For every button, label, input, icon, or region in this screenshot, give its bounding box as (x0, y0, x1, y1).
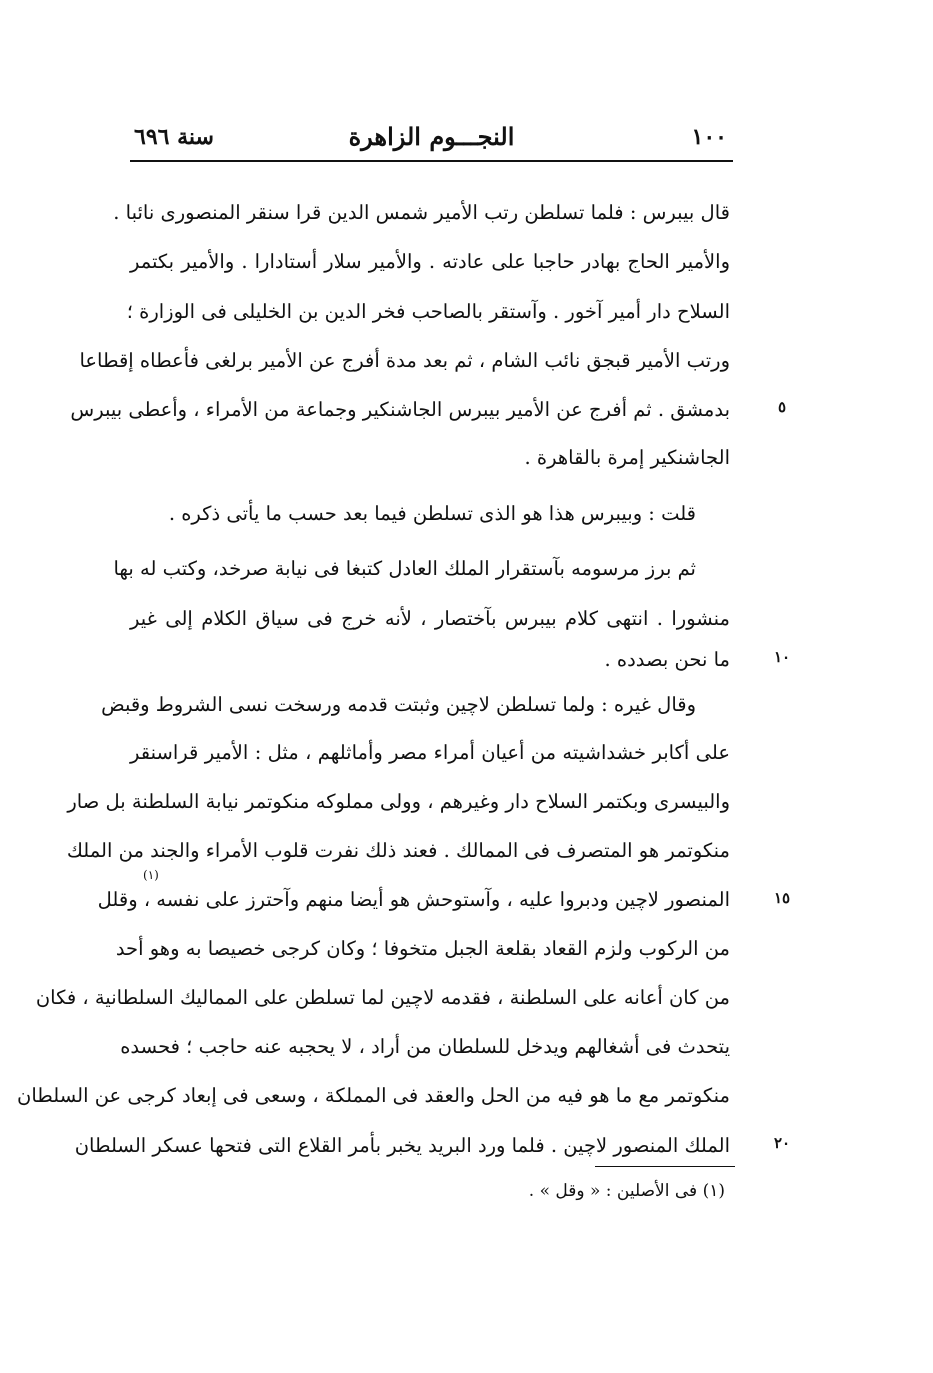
text-line: يتحدث فى أشغالهم ويدخل للسلطان من أراد ، لا يحجبه عنه حاجب ؛ فحسده (120, 1035, 730, 1058)
text-line: منكوتمر هو المتصرف فى الممالك . فعند ذلك نفرت قلوب الأمراء والجند من الملك (66, 839, 730, 862)
text-line: السلاح دار أمير آخور . وآستقر بالصاحب فخر الدين بن الخليلى فى الوزارة ؛ (126, 300, 730, 323)
text-line: منشورا . انتهى كلام بيبرس بآختصار ، لأنه خرج فى سياق الكلام إلى غير (130, 607, 730, 630)
line-number: ٥ (777, 398, 787, 416)
text-line: منكوتمر مع ما هو فيه من الحل والعقد فى المملكة ، وسعى فى إبعاد كرجى عن السلطان (17, 1084, 730, 1107)
text-line: المنصور لاچين ودبروا عليه ، وآستوحش هو أيضا منهم وآحترز على نفسه ، وقلل (97, 888, 730, 911)
text-line: من كان أعانه على السلطنة ، فقدمه لاچين لما تسلطن على المماليك السلطانية ، فكان (35, 986, 730, 1009)
text-line: وقال غيره : ولما تسلطن لاچين وثبتت قدمه ورسخت نسى الشروط وقبض (101, 693, 696, 716)
footnote-rule (595, 1166, 735, 1167)
footnote: (١) فى الأصلين : « وقل » . (528, 1181, 725, 1201)
text-line: الملك المنصور لاچين . فلما ورد البريد يخبر بأمر القلاع التى فتحها عسكر السلطان (74, 1134, 730, 1157)
text-line: قلت : وبيبرس هذا هو الذى تسلطن فيما بعد حسب ما يأتى ذكره . (168, 502, 696, 525)
text-line: قال بيبرس : فلما تسلطن رتب الأمير شمس الدين قرا سنقر المنصورى نائبا . (113, 201, 730, 224)
header-rule (130, 160, 733, 162)
running-title: النجـــوم الزاهرة (348, 122, 515, 151)
text-line: على أكابر خشداشيته من أعيان أمراء مصر وأماثلهم ، مثل : الأمير قراسنقر (130, 741, 730, 764)
text-line: ما نحن بصدده . (604, 648, 730, 671)
footnote-marker: (١) (143, 868, 159, 882)
line-number: ٢٠ (773, 1134, 791, 1152)
text-line: والأمير الحاج بهادر حاجبا على عادته . والأمير سلار أستادارا . والأمير بكتمر (130, 250, 730, 273)
line-number: ١٥ (773, 889, 791, 907)
text-line: والبيسرى وبكتمر السلاح دار وغيرهم ، وولى مملوكه منكوتمر نيابة السلطنة بل صار (67, 790, 730, 813)
text-line: بدمشق . ثم أفرج عن الأمير بيبرس الجاشنكير وجماعة من الأمراء ، وأعطى بيبرس (70, 398, 730, 421)
text-line: من الركوب ولزم القعاد بقلعة الجبل متخوفا ؛ وكان كرجى خصيصا به وهو أحد (115, 937, 730, 960)
line-number: ١٠ (773, 648, 791, 666)
year-label: سنة ٦٩٦ (134, 124, 214, 150)
text-line: ورتب الأمير قبجق نائب الشام ، ثم بعد مدة أفرج عن الأمير برلغى فأعطاه إقطاعا (79, 349, 730, 372)
page-header (130, 118, 733, 158)
page-number: ١٠٠ (691, 124, 727, 150)
text-line: الجاشنكير إمرة بالقاهرة . (524, 446, 730, 469)
text-line: ثم برز مرسومه بآستقرار الملك العادل كتبغا فى نيابة صرخد، وكتب له بها (113, 557, 696, 580)
